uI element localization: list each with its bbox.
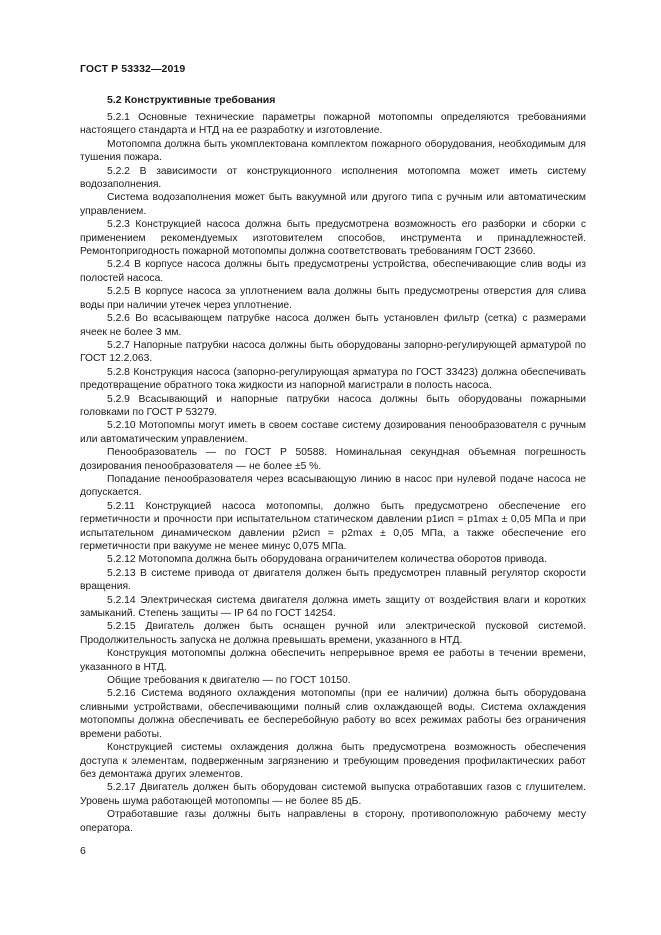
paragraph: Система водозаполнения может быть вакуумной или другого типа с ручным или автоматическим управлением. [80,192,586,217]
paragraph: 5.2.6 Во всасывающем патрубке насоса должен быть установлен фильтр (сетка) с размерами ячеек не более 3 мм. [80,313,586,338]
paragraph: Мотопомпа должна быть укомплектована комплектом пожарного оборудования, необходимым для тушения пожара. [80,138,586,164]
paragraph: 5.2.14 Электрическая система двигателя должна иметь защиту от воздействия влаги и коротких замыканий. Степень защиты — IP 64 по ГОСТ 14254. [80,594,586,620]
section-title: 5.2 Конструктивные требования [107,94,276,106]
paragraph: Попадание пенообразователя через всасывающую линию в насос при нулевой подаче насоса не допускается. [80,473,586,499]
paragraph: 5.2.17 Двигатель должен быть оборудован системой выпуска отработавших газов с глушителем. Уровень шума работающей мотопомпы — не более 85 дБ. [80,782,586,807]
body-text [80,111,586,835]
paragraph: 5.2.13 В системе привода от двигателя должен быть предусмотрен плавный регулятор скорости вращения. [80,567,586,593]
paragraph: 5.2.10 Мотопомпы могут иметь в своем составе систему дозирования пенообразователя с ручным или автоматическим управлением. [80,420,586,445]
paragraph: Конструкцией системы охлаждения должна быть предусмотрена возможность обеспечения доступа к элементам, подверженным загрязнению и требующим проведения профилактических работ без демонтажа других элементов. [80,742,586,780]
paragraph: Общие требования к двигателю — по ГОСТ 10150. [107,675,351,687]
paragraph: 5.2.7 Напорные патрубки насоса должны быть оборудованы запорно-регулирующей арматурой по ГОСТ 12.2.063. [80,339,586,365]
paragraph: 5.2.2 В зависимости от конструкционного исполнения мотопомпа может иметь систему водозаполнения. [80,165,586,191]
paragraph: Отработавшие газы должны быть направлены в сторону, противоположную рабочему месту оператора. [80,809,586,834]
paragraph: Пенообразователь — по ГОСТ Р 50588. Номинальная секундная объемная погрешность дозирования пенообразователя — не более ±5 %. [80,447,586,472]
paragraph: 5.2.11 Конструкцией насоса мотопомпы, должно быть предусмотрено обеспечение его герметичности и прочности при испытательном статическом давлении p1исп = p1max ± 0,05 МПа и при испытательном динамическом давлении p2исп = p2max ± 0,05 МПа, а также обеспечение его герметичности при вакууме не менее минус 0,075 МПа. [80,500,586,552]
document-header: ГОСТ Р 53332—2019 [80,63,186,75]
paragraph: Конструкция мотопомпы должна обеспечить непрерывное время ее работы в течении времени, указанного в НТД. [80,648,586,673]
paragraph: 5.2.3 Конструкцией насоса должна быть предусмотрена возможность его разборки и сборки с применением рекомендуемых изготовителем способов, инструмента и принадлежностей. Ремонтопригодность пожарной мотопомпы должна соответствовать требованиям ГОСТ 23660. [80,219,586,258]
paragraph: 5.2.16 Система водяного охлаждения мотопомпы (при ее наличии) должна быть оборудована сливными устройствами, обеспечивающими полный слив охлаждающей воды. Система охлаждения мотопомпы должна обеспечивать ее бесперебойную работу во всех режимах работы без ограничения времени работы. [80,688,586,740]
page-number: 6 [80,845,86,857]
paragraph: 5.2.1 Основные технические параметры пожарной мотопомпы определяются требованиями настоящего стандарта и НТД на ее разработку и изготовление. [80,112,586,137]
paragraph: 5.2.15 Двигатель должен быть оснащен ручной или электрической пусковой системой. Продолжительность запуска не должна превышать времени, указанного в НТД. [80,621,586,646]
paragraph: 5.2.9 Всасывающий и напорные патрубки насоса должны быть оборудованы пожарными головками по ГОСТ Р 53279. [80,393,586,418]
paragraph: 5.2.4 В корпусе насоса должны быть предусмотрены устройства, обеспечивающие слив воды из полостей насоса. [80,259,586,284]
paragraph: 5.2.12 Мотопомпа должна быть оборудована ограничителем количества оборотов привода. [107,554,548,566]
paragraph: 5.2.5 В корпусе насоса за уплотнением вала должны быть предусмотрены отверстия для слива воды при наличии утечек через уплотнение. [80,286,586,311]
paragraph: 5.2.8 Конструкция насоса (запорно-регулирующая арматура по ГОСТ 33423) должна обеспечивать предотвращение обратного тока жидкости из напорной магистрали в полость насоса. [80,366,586,392]
